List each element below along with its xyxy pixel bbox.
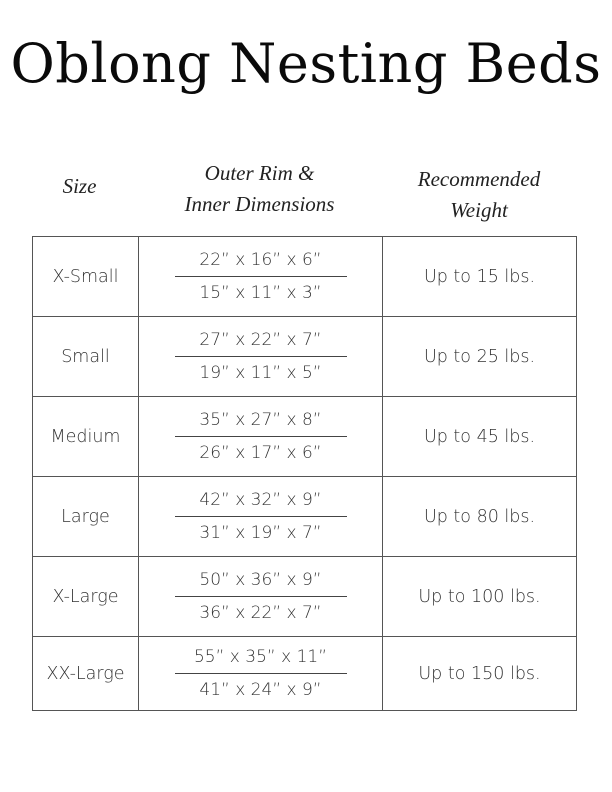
page-title: Oblong Nesting Beds — [10, 32, 602, 95]
dimensions-stack — [175, 490, 347, 543]
table-row — [33, 557, 577, 637]
inner-dimensions: 41” x 24” x 9” — [199, 680, 322, 700]
dimensions-cell — [139, 317, 383, 397]
size-cell: X-Large — [33, 557, 139, 637]
dimensions-stack — [175, 647, 347, 700]
dimensions-cell — [139, 397, 383, 477]
column-header-weight — [382, 164, 576, 226]
weight-cell: Up to 15 lbs. — [383, 237, 577, 317]
table-row — [33, 237, 577, 317]
size-cell: XX-Large — [33, 637, 139, 711]
column-header-weight-line1: Recommended — [417, 167, 541, 191]
dimensions-stack — [175, 330, 347, 383]
column-header-dimensions — [138, 158, 381, 220]
column-header-dimensions-line2: Inner Dimensions — [184, 192, 335, 216]
weight-cell: Up to 80 lbs. — [383, 477, 577, 557]
dimensions-cell — [139, 557, 383, 637]
column-header-dimensions-line1: Outer Rim & — [204, 161, 315, 185]
column-header-weight-line2: Weight — [450, 198, 508, 222]
size-cell: Medium — [33, 397, 139, 477]
dimensions-stack — [175, 570, 347, 623]
size-table — [32, 236, 577, 711]
inner-dimensions: 31” x 19” x 7” — [199, 523, 322, 543]
dimensions-stack — [175, 250, 347, 303]
outer-dimensions: 50” x 36” x 9” — [175, 570, 347, 597]
table-row — [33, 317, 577, 397]
dimensions-stack — [175, 410, 347, 463]
outer-dimensions: 35” x 27” x 8” — [175, 410, 347, 437]
outer-dimensions: 27” x 22” x 7” — [175, 330, 347, 357]
size-cell: Small — [33, 317, 139, 397]
table-row — [33, 477, 577, 557]
dimensions-cell — [139, 637, 383, 711]
outer-dimensions: 22” x 16” x 6” — [175, 250, 347, 277]
inner-dimensions: 15” x 11” x 3” — [199, 283, 322, 303]
table-row — [33, 637, 577, 711]
table-row — [33, 397, 577, 477]
inner-dimensions: 19” x 11” x 5” — [199, 363, 322, 383]
weight-cell: Up to 25 lbs. — [383, 317, 577, 397]
outer-dimensions: 55” x 35” x 11” — [175, 647, 347, 674]
dimensions-cell — [139, 477, 383, 557]
weight-cell: Up to 100 lbs. — [383, 557, 577, 637]
outer-dimensions: 42” x 32” x 9” — [175, 490, 347, 517]
size-cell: Large — [33, 477, 139, 557]
inner-dimensions: 36” x 22” x 7” — [199, 603, 322, 623]
dimensions-cell — [139, 237, 383, 317]
weight-cell: Up to 45 lbs. — [383, 397, 577, 477]
inner-dimensions: 26” x 17” x 6” — [199, 443, 322, 463]
size-cell: X-Small — [33, 237, 139, 317]
column-header-size-label: Size — [62, 174, 97, 198]
column-header-size — [32, 171, 127, 202]
weight-cell: Up to 150 lbs. — [383, 637, 577, 711]
